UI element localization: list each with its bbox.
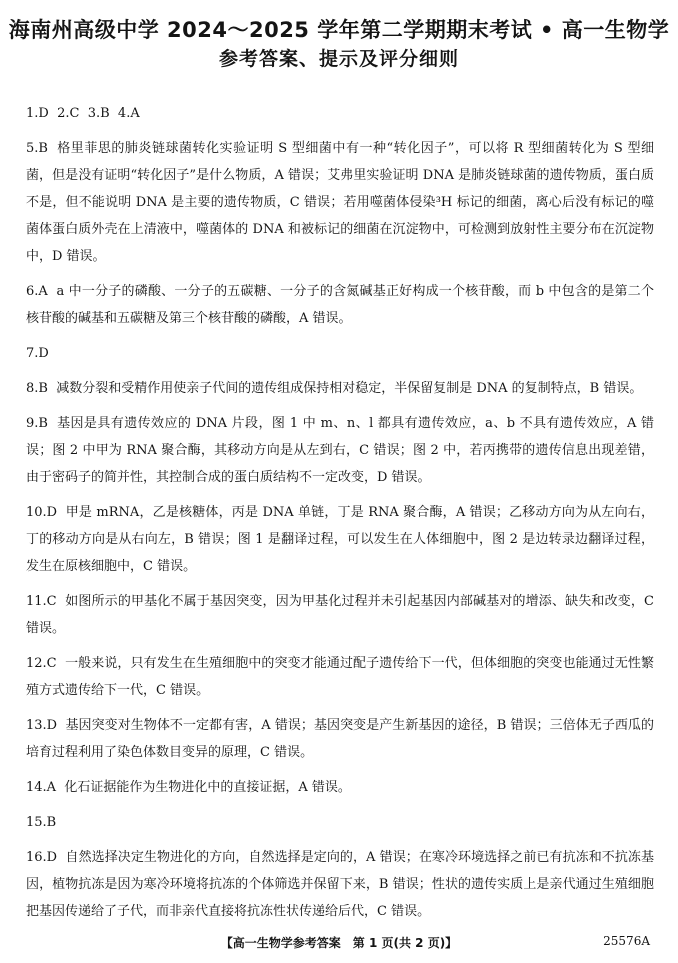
answer-explanation: 自然选择决定生物进化的方向，自然选择是定向的，A 错误；在寒冷环境选择之前已有抗冻和不抗冻基因，植物抗冻是因为寒冷环境将抗冻的个体筛选并保留下来，B 错误；性状的遗传实质上是亲代通过生殖细胞把基因传递给了子代，而非亲代直接将抗冻性状传递给后代，C 错误。: [26, 850, 654, 919]
answer-number: 8.B: [26, 381, 57, 396]
answer-explanation: 如图所示的甲基化不属于基因突变，因为甲基化过程并未引起基因内部碱基对的增添、缺失和改变，C 错误。: [26, 594, 654, 636]
answer-list: [26, 100, 654, 933]
answer-item-10: [26, 499, 654, 580]
answer-number: 16.D: [26, 850, 66, 865]
answer-explanation: 一般来说，只有发生在生殖细胞中的突变才能通过配子遗传给下一代，但体细胞的突变也能通过无性繁殖方式遗传给下一代，C 错误。: [26, 656, 654, 698]
answer-explanation: 减数分裂和受精作用使亲子代间的遗传组成保持相对稳定，半保留复制是 DNA 的复制特点，B 错误。: [56, 381, 643, 396]
footer-page-info: 【高一生物学参考答案 第 1 页(共 2 页)】: [220, 936, 458, 950]
answer-number: 5.B: [26, 141, 58, 156]
answer-number: 6.A: [26, 284, 57, 299]
footer-document-code: 25576A: [603, 934, 650, 948]
answer-item-12: [26, 650, 654, 704]
answer-number: 10.D: [26, 505, 66, 520]
answer-number: 7.D: [26, 346, 49, 361]
answer-number: 15.B: [26, 815, 57, 830]
answer-item-1-4: [26, 100, 654, 127]
answer-number: 9.B: [26, 416, 58, 431]
answer-number: 13.D: [26, 718, 66, 733]
answer-item-13: [26, 712, 654, 766]
answer-explanation: 甲是 mRNA，乙是核糖体，丙是 DNA 单链，丁是 RNA 聚合酶，A 错误；乙移动方向为从左向右，丁的移动方向是从右向左，B 错误；图 1 是翻译过程，可以发生在人体细胞中，图 2 是边转录边翻译过程，发生在原核细胞中，C 错误。: [26, 505, 654, 574]
answer-explanation: 格里菲思的肺炎链球菌转化实验证明 S 型细菌中有一种“转化因子”，可以将 R 型细菌转化为 S 型细菌，但是没有证明“转化因子”是什么物质，A 错误；艾弗里实验证明 DNA 是肺炎链球菌的遗传物质，蛋白质不是，但不能说明 DNA 是主要的遗传物质，C 错误；若用噬菌体侵染³H 标记的细菌，离心后没有标记的噬菌体蛋白质外壳在上清液中，噬菌体的 DNA 和被标记的细菌在沉淀物中，可检测到放射性主要分布在沉淀物中，D 错误。: [26, 141, 655, 264]
answer-number: 11.C: [26, 594, 66, 609]
answer-number: 14.A: [26, 780, 65, 795]
answer-explanation: 化石证据能作为生物进化中的直接证据，A 错误。: [64, 780, 351, 795]
page-title: 海南州高级中学 2024～2025 学年第二学期期末考试 • 高一生物学: [8, 18, 670, 42]
answer-explanation: a 中一分子的磷酸、一分子的五碳糖、一分子的含氮碱基正好构成一个核苷酸，而 b 中包含的是第二个核苷酸的碱基和五碳糖及第三个核苷酸的磷酸，A 错误。: [26, 284, 654, 326]
answer-item-8: [26, 375, 654, 402]
answer-number: 12.C: [26, 656, 66, 671]
answer-item-14: [26, 774, 654, 801]
page-subtitle: 参考答案、提示及评分细则: [218, 48, 459, 70]
answer-item-16: [26, 844, 654, 925]
answer-item-11: [26, 588, 654, 642]
answer-item-7: [26, 340, 654, 367]
answer-item-5: [26, 135, 654, 270]
answer-item-6: [26, 278, 654, 332]
answer-item-9: [26, 410, 654, 491]
answer-item-15: [26, 809, 654, 836]
answer-explanation: 基因是具有遗传效应的 DNA 片段，图 1 中 m、n、l 都具有遗传效应，a、b 不具有遗传效应，A 错误；图 2 中甲为 RNA 聚合酶，其移动方向是从左到右，C 错误；图 2 中，若丙携带的遗传信息出现差错，由于密码子的简并性，其控制合成的蛋白质结构不一定改变，D 错误。: [26, 416, 654, 485]
answer-explanation: 基因突变对生物体不一定都有害，A 错误；基因突变是产生新基因的途径，B 错误；三倍体无子西瓜的培育过程利用了染色体数目变异的原理，C 错误。: [26, 718, 654, 760]
answer-number: 1.D 2.C 3.B 4.A: [26, 106, 140, 121]
